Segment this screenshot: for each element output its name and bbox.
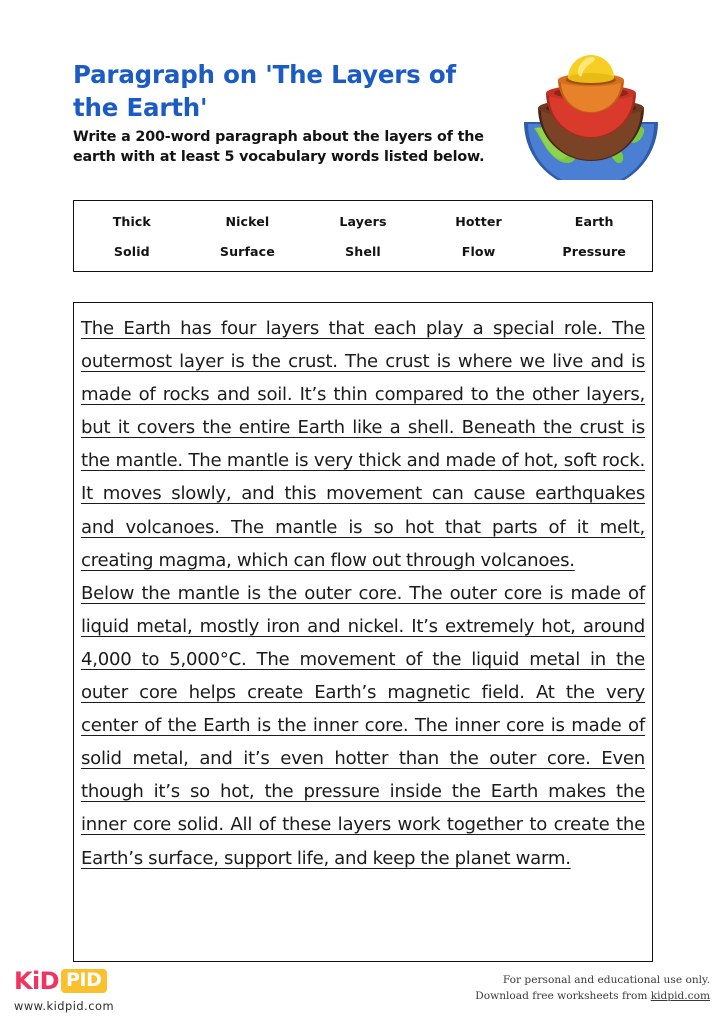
vocabulary-word: Pressure	[562, 243, 626, 259]
vocabulary-word: Surface	[219, 243, 275, 259]
page-footer	[0, 968, 724, 1024]
vocabulary-word: Flow	[461, 243, 496, 259]
instructions-text: Write a 200-word paragraph about the layers of the earth with at least 5 vocabulary words listed below.	[73, 129, 485, 165]
vocabulary-row-1	[74, 206, 652, 236]
footer-notice	[475, 973, 710, 1004]
kidpid-logo[interactable]	[14, 968, 214, 1013]
footer-notice-line-1: For personal and educational use only.	[502, 974, 710, 986]
vocabulary-word: Shell	[345, 243, 381, 259]
essay-paragraph-1: The Earth has four layers that each play a special role. The outermost layer is the crust. The crust is where we live and is made of rocks and soil. It’s thin compared to the other layers, but it covers the entire Earth like a shell. Beneath the crust is the mantle. The mantle is very thick and made of hot, soft rock. It moves slowly, and this movement can cause earthquakes and volcanoes. The mantle is so hot that parts of it melt, creating magma, which can flow out through volcanoes.	[81, 318, 645, 571]
logo-marks	[14, 968, 214, 994]
footer-notice-prefix: Download free worksheets from	[475, 989, 651, 1002]
logo-badge	[61, 969, 107, 993]
vocabulary-word: Nickel	[225, 213, 270, 229]
vocabulary-word: Hotter	[455, 213, 502, 229]
logo-website-url: www.kidpid.com	[14, 999, 115, 1013]
worksheet-header	[73, 58, 493, 167]
footer-website-link[interactable]: kidpid.com	[650, 989, 710, 1002]
vocabulary-word: Thick	[112, 213, 151, 229]
vocabulary-word-bank	[73, 200, 653, 272]
vocabulary-row-2	[74, 236, 652, 266]
footer-notice-line-2	[475, 989, 710, 1005]
vocabulary-word: Solid	[113, 243, 150, 259]
logo-text-kid: KiD	[14, 967, 59, 995]
earth-layers-icon	[516, 48, 666, 180]
logo-text-pid: PID	[65, 969, 102, 991]
vocabulary-word: Earth	[574, 213, 614, 229]
vocabulary-word: Layers	[339, 213, 387, 229]
essay-answer-box[interactable]	[73, 302, 653, 962]
page-title: Paragraph on 'The Layers of the Earth'	[73, 60, 456, 122]
essay-paragraph-2: Below the mantle is the outer core. The outer core is made of liquid metal, mostly iron and nickel. It’s extremely hot, around 4,000 to 5,000°C. The movement of the liquid metal in the outer core helps create Earth’s magnetic field. At the very center of the Earth is the inner core. The inner core is made of solid metal, and it’s even hotter than the outer core. Even though it’s so hot, the pressure inside the Earth makes the inner core solid. All of these layers work together to create the Earth’s surface, support life, and keep the planet warm.	[81, 582, 645, 869]
